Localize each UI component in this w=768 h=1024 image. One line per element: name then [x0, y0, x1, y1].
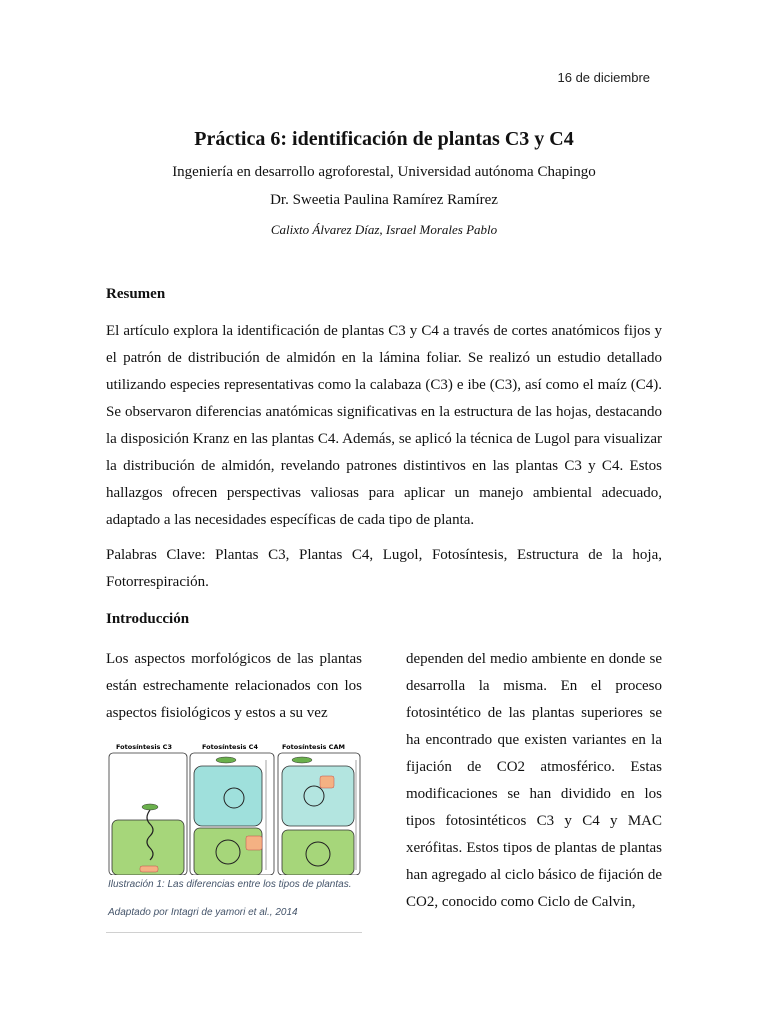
panel-cam — [278, 743, 360, 875]
document-title: Práctica 6: identificación de plantas C3 y C4 — [194, 128, 574, 150]
figure-photosynthesis-types — [106, 740, 362, 933]
figure-caption: Ilustración 1: Las diferencias entre los tipos de plantas. — [108, 879, 352, 890]
panel-c4-title: Fotosíntesis C4 — [202, 743, 258, 751]
advisor-line: Dr. Sweetia Paulina Ramírez Ramírez — [270, 192, 498, 208]
institution-line: Ingeniería en desarrollo agroforestal, Universidad autónoma Chapingo — [172, 164, 596, 180]
photosynthesis-diagram — [106, 740, 362, 875]
resumen-heading: Resumen — [106, 286, 166, 302]
intro-right-column: dependen del medio ambiente en donde se desarrolla la misma. En el proceso fotosintético de las plantas superiores se ha encontrado que existen variantes en la fijación de CO2 atmosférico. Estas modificaciones se han dividido en los tipos fotosintéticos C3 y C4 y MAC xerófitas. Estos tipos de plantas de plantas han agregado al ciclo básico de fijación de CO2, conocido como Ciclo de Calvin, — [406, 651, 662, 910]
figure-credit: Adaptado por Intagri de yamori et al., 2014 — [108, 907, 298, 918]
panel-c3-title: Fotosíntesis C3 — [116, 743, 172, 751]
intro-left-column: Los aspectos morfológicos de las plantas están estrechamente relacionados con los aspectos fisiológicos y estos a su vez — [106, 651, 362, 721]
panel-c3 — [109, 743, 187, 875]
document-date: 16 de diciembre — [557, 70, 650, 85]
keywords: Palabras Clave: Plantas C3, Plantas C4, Lugol, Fotosíntesis, Estructura de la hoja, Fotorrespiración. — [106, 547, 662, 590]
panel-cam-title: Fotosíntesis CAM — [282, 743, 345, 751]
introduccion-heading: Introducción — [106, 611, 190, 627]
authors-line: Calixto Álvarez Díaz, Israel Morales Pablo — [270, 222, 498, 237]
panel-c4 — [190, 743, 274, 875]
resumen-body: El artículo explora la identificación de plantas C3 y C4 a través de cortes anatómicos fijos y el patrón de distribución de almidón en la lámina foliar. Se realizó un estudio detallado utilizando especies representativas como la calabaza (C3) e ibe (C3), así como el maíz (C4). Se observaron diferencias anatómicas significativas en la estructura de las hojas, destacando la disposición Kranz en las plantas C4. Además, se aplicó la técnica de Lugol para visualizar la distribución de almidón, revelando patrones distintivos en las plantas C3 y C4. Estos hallazgos ofrecen perspectivas valiosas para aplicar un manejo ambiental adecuado, adaptado a las necesidades específicas de cada tipo de planta. — [106, 323, 662, 528]
